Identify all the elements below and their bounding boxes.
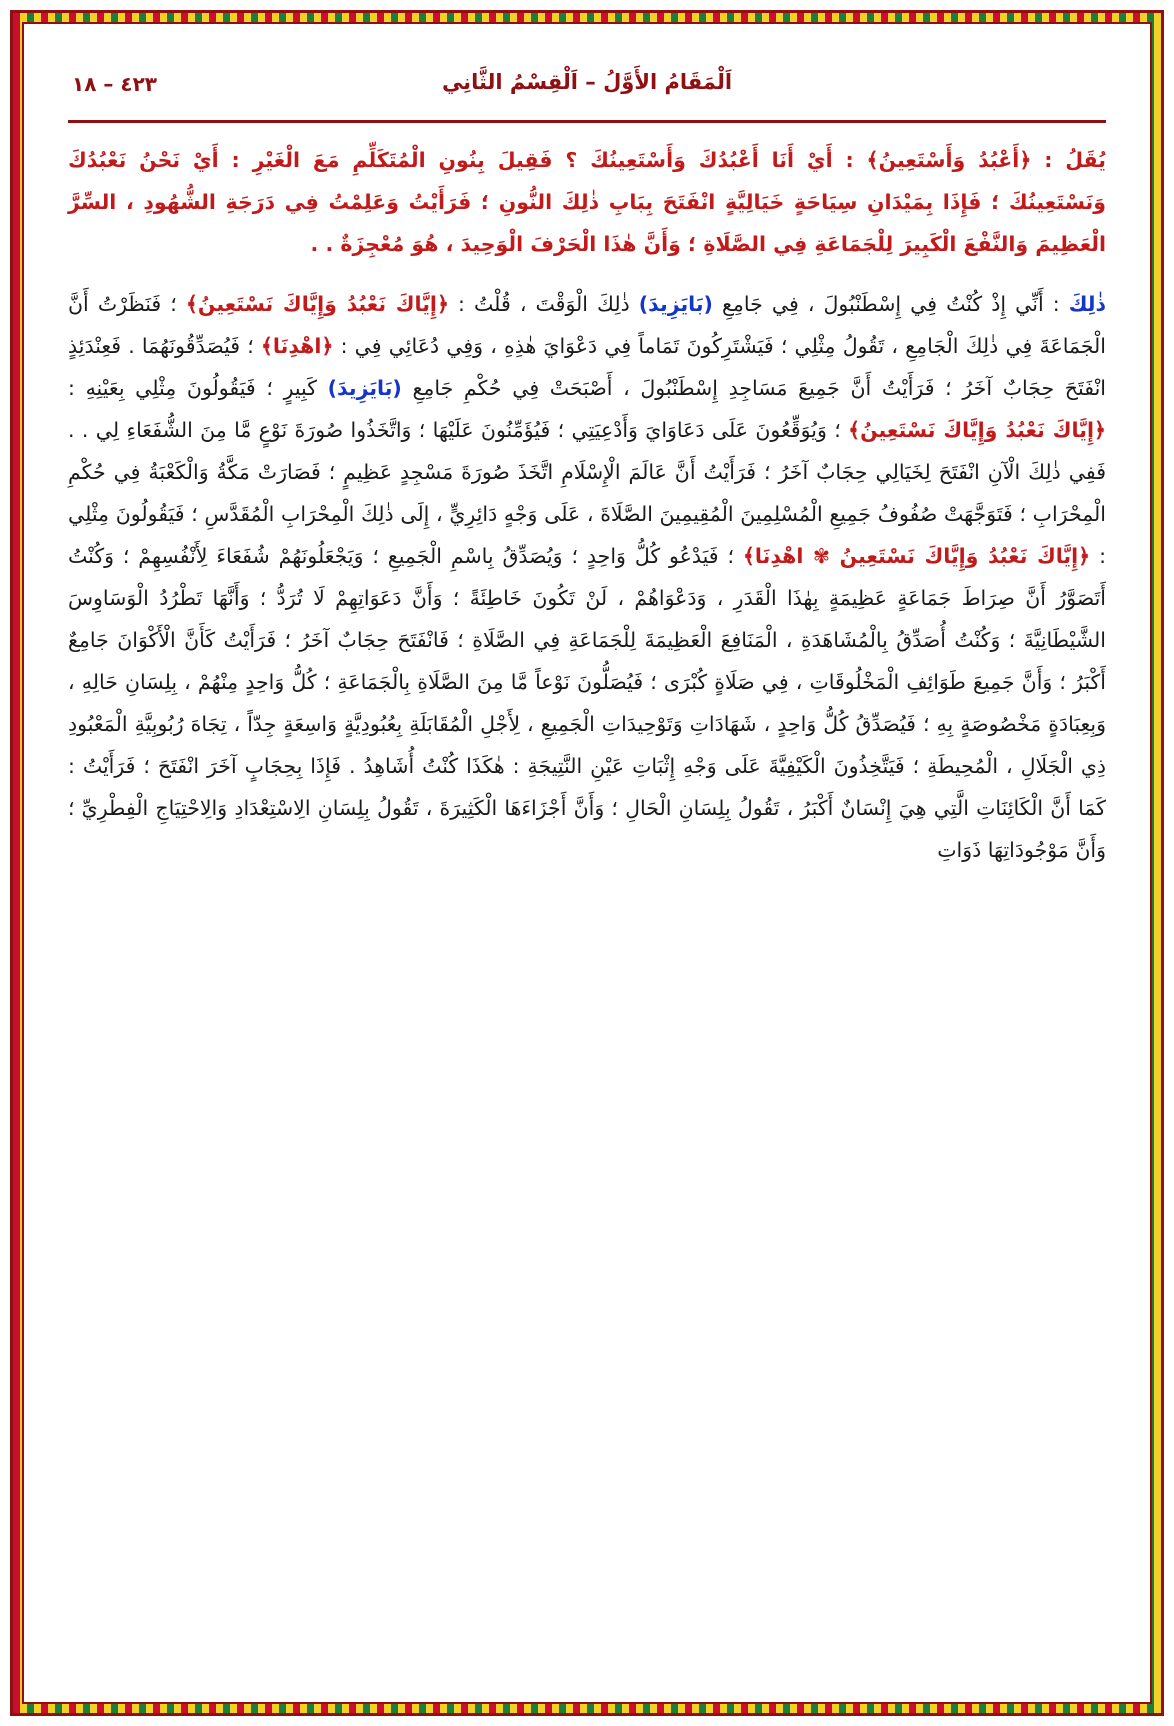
- quran-verse: ﴿إِيَّاكَ نَعْبُدُ وَإِيَّاكَ نَسْتَعِينُ﴾: [848, 418, 1106, 443]
- page-content: [46, 46, 1128, 1680]
- paragraph-main: [68, 283, 1106, 871]
- body-text: ؛ فَيَدْعُو كُلُّ وَاحِدٍ ؛ وَيُصَدِّقُ بِاسْمِ الْجَمِيعِ ؛ وَيَجْعَلُونَهُمْ شُفَعَاءَ لِأَنْفُسِهِمْ ؛ وَكُنْتُ أَتَصَوَّرُ أَنَّ صِرَاطَ جَمَاعَةٍ عَظِيمَةٍ بِهٰذَا الْقَدَرِ ، وَدَعْوَاهُمْ ، لَنْ تَكُونَ خَاطِئَةً ؛ وَأَنَّ دَعَوَاتِهِمْ لَا تُرَدُّ ؛ وَأَنَّهَا تَطْرُدُ الْوَسَاوِسَ الشَّيْطَانِيَّةَ ؛ وَكُنْتُ أُصَدِّقُ بِالْمُشَاهَدَةِ ، الْمَنَافِعَ الْعَظِيمَةَ لِلْجَمَاعَةِ فِي الصَّلَاةِ ؛ فَانْفَتَحَ حِجَابٌ آخَرُ ؛ فَرَأَيْتُ كَأَنَّ الْأَكْوَانَ جَامِعٌ أَكْبَرُ ؛ وَأَنَّ جَمِيعَ طَوَائِفِ الْمَخْلُوقَاتِ ، فِي صَلَاةٍ كُبْرَى ؛ فَيُصَلُّونَ نَوْعاً مَّا مِنَ الصَّلَاةِ بِالْجَمَاعَةِ ؛ كُلُّ وَاحِدٍ مِنْهُمْ ، بِلِسَانِ حَالِهِ ، وَبِعِبَادَةٍ مَخْصُوصَةٍ بِهِ ؛ فَيُصَدِّقُ كُلُّ وَاحِدٍ ، شَهَادَاتِ وَتَوْحِيدَاتِ الْجَمِيعِ ، لِأَجْلِ الْمُقَابَلَةِ بِعُبُودِيَّةٍ وَاسِعَةٍ جِدّاً ، تِجَاهَ رُبُوبِيَّةِ الْمَعْبُودِ ذِي الْجَلَالِ ، الْمُحِيطَةِ ؛ فَيَتَّخِذُونَ الْكَيْفِيَّةَ عَلَى وَجْهِ إِثْبَاتِ عَيْنِ النَّتِيجَةِ : هٰكَذَا كُنْتُ أُشَاهِدُ . فَإِذَا بِحِجَابٍ آخَرَ انْفَتَحَ ؛ فَرَأَيْتُ : كَمَا أَنَّ الْكَائِنَاتِ الَّتِي هِيَ إِنْسَانٌ أَكْبَرُ ، تَقُولُ بِلِسَانِ الْحَالِ ؛ وَأَنَّ أَجْزَاءَهَا الْكَثِيرَةَ ، تَقُولُ بِلِسَانِ الِاسْتِعْدَادِ وَالِاحْتِيَاجِ الْفِطْرِيِّ ؛ وَأَنَّ مَوْجُودَاتِهَا ذَوَاتِ: [68, 544, 1106, 863]
- page-header: [68, 64, 1106, 116]
- body-text: ذٰلِكَ الْوَقْتَ ، قُلْتُ :: [448, 292, 639, 317]
- page-number: ٤٢٣ – ١٨: [72, 72, 157, 96]
- quran-verse: ﴿إِيَّاكَ نَعْبُدُ وَإِيَّاكَ نَسْتَعِينُ ✾ اهْدِنَا﴾: [742, 544, 1091, 569]
- body-text: كَبِيرٍ ؛ فَيَقُولُونَ مِثْلِي بِعَيْنِهِ :: [68, 376, 328, 401]
- highlight-blue: ذٰلِكَ: [1068, 292, 1107, 317]
- body-text: ؛ فَيُصَدِّقُونَهُمَا . فَعِنْدَئِذٍ انْفَتَحَ حِجَابٌ آخَرُ ؛ فَرَأَيْتُ أَنَّ جَمِيعَ مَسَاجِدِ إِسْطَنْبُولَ ، أَصْبَحَتْ فِي حُكْمِ جَامِعِ: [68, 334, 1106, 401]
- highlight-blue: (بَايَزِيدَ): [327, 376, 402, 401]
- body-text: : أَنِّي إِذْ كُنْتُ فِي إِسْطَنْبُولَ ، فِي جَامِعِ: [712, 292, 1069, 317]
- quran-verse: ﴿اهْدِنَا﴾: [260, 334, 334, 359]
- quran-verse: ﴿إِيَّاكَ نَعْبُدُ وَإِيَّاكَ نَسْتَعِينُ﴾: [185, 292, 449, 317]
- header-divider: [68, 120, 1106, 123]
- paragraph-red-intro: يُقَلُ : ﴿أَعْبُدُ وَأَسْتَعِينُ﴾ : أَيْ أَنَا أَعْبُدُكَ وَأَسْتَعِينُكَ ؟ فَقِيلَ بِنُونِ الْمُتَكَلِّمِ مَعَ الْغَيْرِ : أَيْ نَحْنُ نَعْبُدُكَ وَنَسْتَعِينُكَ ؛ فَإِذَا بِمَيْدَانِ سِيَاحَةٍ خَيَالِيَّةٍ انْفَتَحَ بِبَابِ ذٰلِكَ النُّونِ ؛ فَرَأَيْتُ وَعَلِمْتُ فِي دَرَجَةِ الشُّهُودِ ، السِّرَّ الْعَظِيمَ وَالنَّفْعَ الْكَبِيرَ لِلْجَمَاعَةِ فِي الصَّلَاةِ ؛ وَأَنَّ هٰذَا الْحَرْفَ الْوَحِيدَ ، هُوَ مُعْجِزَةٌ . .: [68, 148, 1106, 257]
- body-text: ؛ وَيُوَقِّعُونَ عَلَى دَعَاوَايَ وَأَدْعِيَتِي ؛ فَيُؤَمِّنُونَ عَلَيْهَا ؛ وَاتَّخَذُوا صُورَةَ نَوْعٍ مَّا مِنَ الشُّفَعَاءِ لِي . . فَفِي ذٰلِكَ الْآنِ انْفَتَحَ لِخَيَالِي حِجَابٌ آخَرُ ؛ فَرَأَيْتُ أَنَّ عَالَمَ الْإِسْلَامِ اتَّخَذَ صُورَةَ مَسْجِدٍ عَظِيمٍ ؛ فَصَارَتْ مَكَّةُ وَالْكَعْبَةُ فِي حُكْمِ الْمِحْرَابِ ؛ فَتَوَجَّهَتْ صُفُوفُ جَمِيعِ الْمُسْلِمِينَ الْمُقِيمِينَ الصَّلَاةَ ، عَلَى وَجْهٍ دَائِرِيٍّ ، إِلَى ذٰلِكَ الْمِحْرَابِ الْمُقَدَّسِ ؛ فَيَقُولُونَ مِثْلِي :: [68, 418, 1106, 569]
- highlight-blue: (بَايَزِيدَ): [638, 292, 713, 317]
- page-title: اَلْمَقَامُ الأَوَّلُ – اَلْقِسْمُ الثَّانِي: [441, 70, 733, 94]
- body-text: ؛ فَنَظَرْتُ أَنَّ الْجَمَاعَةَ فِي ذٰلِكَ الْجَامِعِ ، تَقُولُ مِثْلِي ؛ فَيَشْتَرِكُونَ تَمَاماً فِي دَعْوَايَ هٰذِهِ ، وَفِي دُعَائِي فِي :: [68, 292, 1106, 359]
